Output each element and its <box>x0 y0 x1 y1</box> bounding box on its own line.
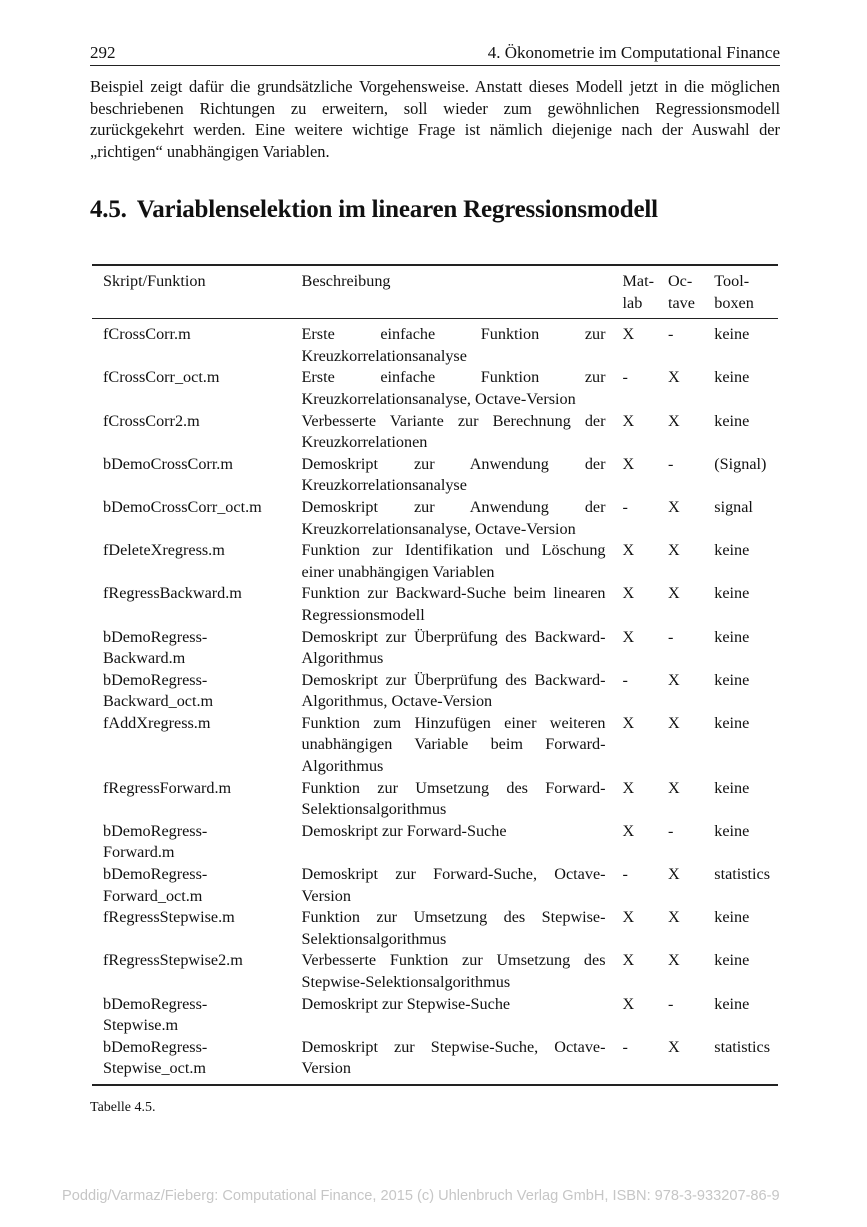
table-row <box>92 864 778 907</box>
cell-description: Demoskript zur Stepwise-Suche <box>301 994 511 1013</box>
table-row <box>92 1037 778 1085</box>
cell-matlab: X <box>622 541 635 560</box>
cell-octave: X <box>667 908 680 927</box>
table-row <box>92 821 778 864</box>
cell-matlab: X <box>622 908 635 927</box>
table-row <box>92 950 778 993</box>
cell-octave: - <box>667 325 674 344</box>
cell-octave: - <box>667 627 674 646</box>
cell-description: Demoskript zur Stepwise-Suche, Octave-Version <box>301 1037 606 1078</box>
cell-description: Funktion zum Hinzufügen einer weiteren unabhängigen Variable beim Forward-Algorithmus <box>301 713 606 776</box>
cell-description: Demoskript zur Forward-Suche, Octave-Version <box>301 865 606 905</box>
table-row <box>92 497 778 540</box>
table-row <box>92 713 778 778</box>
cell-script-name: fCrossCorr.m <box>103 325 191 344</box>
cell-script-name: bDemoRegress- Backward.m <box>103 627 208 668</box>
cell-toolboxes: keine <box>714 821 750 840</box>
cell-matlab: X <box>622 584 635 603</box>
cell-description: Funktion zur Backward-Suche beim linearen Regressionsmodell <box>301 584 606 624</box>
cell-description: Demoskript zur Überprüfung des Backward-Algorithmus, Octave-Version <box>301 670 606 711</box>
cell-matlab: - <box>622 497 628 516</box>
cell-toolboxes: signal <box>714 497 753 516</box>
cell-matlab: X <box>622 821 635 840</box>
cell-matlab: - <box>622 670 628 689</box>
cell-toolboxes: keine <box>714 584 750 603</box>
cell-octave: X <box>667 1037 680 1056</box>
cell-script-name: fRegressBackward.m <box>103 584 242 603</box>
cell-matlab: X <box>622 454 635 473</box>
table-header-row <box>92 265 778 319</box>
cell-octave: - <box>667 821 674 840</box>
page-number: 292 <box>90 43 116 62</box>
cell-script-name: bDemoRegress- Forward_oct.m <box>103 865 208 905</box>
cell-matlab: X <box>622 627 635 646</box>
table-caption: Tabelle 4.5. <box>90 1100 156 1115</box>
cell-octave: X <box>667 368 680 387</box>
cell-toolboxes: keine <box>714 670 750 689</box>
header-octave: Oc- tave <box>667 272 695 312</box>
cell-octave: X <box>667 670 680 689</box>
cell-matlab: - <box>622 368 628 387</box>
cell-toolboxes: statistics <box>714 1037 771 1056</box>
cell-description: Funktion zur Umsetzung des Forward-Selektionsalgorithmus <box>301 778 606 819</box>
cell-octave: - <box>667 454 674 473</box>
cell-toolboxes: keine <box>714 994 750 1013</box>
cell-octave: X <box>667 584 680 603</box>
table-row <box>92 411 778 454</box>
cell-script-name: bDemoCrossCorr_oct.m <box>103 497 262 516</box>
header-matlab: Mat- lab <box>622 272 654 312</box>
cell-toolboxes: keine <box>714 541 750 560</box>
cell-toolboxes: keine <box>714 908 750 927</box>
cell-octave: X <box>667 541 680 560</box>
page-header <box>90 41 780 66</box>
table-body <box>92 319 778 1085</box>
cell-script-name: bDemoRegress- Stepwise.m <box>103 994 208 1035</box>
cell-script-name: fCrossCorr_oct.m <box>103 368 220 387</box>
header-name: Skript/Funktion <box>103 272 206 290</box>
cell-matlab: - <box>622 865 628 884</box>
cell-toolboxes: keine <box>714 368 750 387</box>
cell-description: Erste einfache Funktion zur Kreuzkorrelationsanalyse, Octave-Version <box>301 368 606 408</box>
cell-toolboxes: keine <box>714 627 750 646</box>
section-title: Variablenselektion im linearen Regressionsmodell <box>136 196 658 223</box>
cell-toolboxes: keine <box>714 411 750 430</box>
table-row <box>92 454 778 497</box>
cell-matlab: X <box>622 411 635 430</box>
cell-octave: - <box>667 994 674 1013</box>
table-row <box>92 583 778 626</box>
cell-matlab: X <box>622 951 635 970</box>
intro-paragraph: Beispiel zeigt dafür die grundsätzliche Vorgehensweise. Anstatt dieses Modell jetzt in die möglichen beschriebenen Richtungen zu erweitern, soll wieder zum gewöhnlichen Regressionsmodell zurückgekehrt werden. Eine weitere wichtige Frage ist nämlich diejenige nach der Auswahl der „richtigen“ unabhängigen Variablen. <box>90 77 780 161</box>
cell-script-name: bDemoRegress- Stepwise_oct.m <box>103 1037 208 1078</box>
cell-description: Demoskript zur Anwendung der Kreuzkorrelationsanalyse, Octave-Version <box>301 497 606 538</box>
cell-matlab: X <box>622 994 635 1013</box>
cell-toolboxes: statistics <box>714 865 771 884</box>
cell-octave: X <box>667 411 680 430</box>
table-row <box>92 627 778 670</box>
cell-script-name: fRegressStepwise2.m <box>103 951 243 970</box>
table-row <box>92 994 778 1037</box>
cell-description: Funktion zur Umsetzung des Stepwise-Selektionsalgorithmus <box>301 908 606 948</box>
cell-script-name: fCrossCorr2.m <box>103 411 200 430</box>
cell-script-name: fDeleteXregress.m <box>103 541 225 560</box>
cell-script-name: bDemoRegress- Forward.m <box>103 821 208 862</box>
cell-octave: X <box>667 497 680 516</box>
cell-script-name: bDemoRegress- Backward_oct.m <box>103 670 214 711</box>
header-description: Beschreibung <box>301 272 391 290</box>
cell-description: Verbesserte Funktion zur Umsetzung des Stepwise-Selektionsalgorithmus <box>301 951 606 991</box>
table-row <box>92 540 778 583</box>
cell-matlab: - <box>622 1037 628 1056</box>
cell-matlab: X <box>622 778 635 797</box>
cell-script-name: bDemoCrossCorr.m <box>103 454 233 473</box>
cell-script-name: fRegressStepwise.m <box>103 908 235 927</box>
cell-octave: X <box>667 713 680 732</box>
cell-description: Funktion zur Identifikation und Löschung einer unabhängigen Variablen <box>301 541 606 581</box>
table-row <box>92 367 778 410</box>
cell-matlab: X <box>622 325 635 344</box>
cell-octave: X <box>667 778 680 797</box>
section-heading <box>90 196 658 224</box>
cell-description: Demoskript zur Anwendung der Kreuzkorrelationsanalyse <box>301 454 606 495</box>
cell-description: Verbesserte Variante zur Berechnung der Kreuzkorrelationen <box>301 411 606 452</box>
table-row <box>92 670 778 713</box>
cell-matlab: X <box>622 713 635 732</box>
cell-toolboxes: keine <box>714 325 750 344</box>
cell-script-name: fRegressForward.m <box>103 778 232 797</box>
running-title: 4. Ökonometrie im Computational Finance <box>487 43 780 62</box>
section-number: 4.5. <box>90 196 127 223</box>
table-row <box>92 907 778 950</box>
cell-script-name: fAddXregress.m <box>103 713 211 732</box>
cell-description: Erste einfache Funktion zur Kreuzkorrelationsanalyse <box>301 325 606 365</box>
copyright-watermark: Poddig/Varmaz/Fieberg: Computational Finance, 2015 (c) Uhlenbruch Verlag GmbH, ISBN: 978-3-933207-86-9 <box>62 1188 780 1204</box>
cell-toolboxes: keine <box>714 778 750 797</box>
header-toolboxes: Tool- boxen <box>714 272 754 312</box>
scripts-table <box>92 264 778 1086</box>
table-row <box>92 319 778 368</box>
cell-toolboxes: keine <box>714 951 750 970</box>
cell-toolboxes: (Signal) <box>714 454 767 473</box>
cell-octave: X <box>667 865 680 884</box>
cell-octave: X <box>667 951 680 970</box>
cell-description: Demoskript zur Forward-Suche <box>301 821 507 840</box>
cell-description: Demoskript zur Überprüfung des Backward-Algorithmus <box>301 627 606 668</box>
table-row <box>92 778 778 821</box>
cell-toolboxes: keine <box>714 713 750 732</box>
